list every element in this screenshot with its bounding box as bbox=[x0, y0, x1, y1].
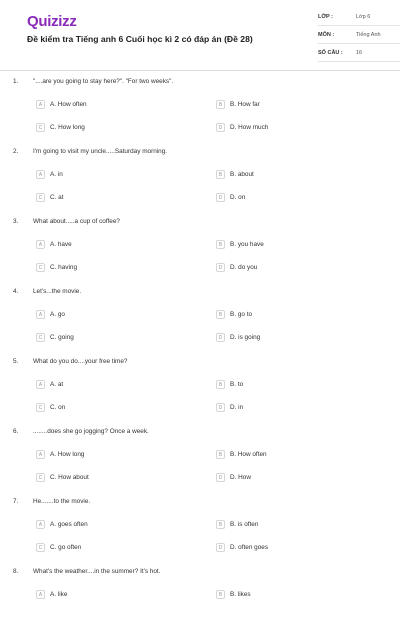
option-letter-box: B bbox=[216, 380, 225, 389]
question-number: 3. bbox=[13, 218, 19, 225]
option-text: C. go often bbox=[50, 544, 82, 551]
option-text: A. goes often bbox=[50, 521, 88, 528]
answer-option[interactable] bbox=[216, 122, 268, 133]
option-letter-box: B bbox=[216, 590, 225, 599]
option-text: A. How often bbox=[50, 101, 87, 108]
option-text: C. going bbox=[50, 334, 74, 341]
question-item bbox=[13, 498, 387, 568]
question-item bbox=[13, 358, 387, 428]
question-number: 5. bbox=[13, 358, 19, 365]
question-number: 6. bbox=[13, 428, 19, 435]
option-letter-box: A bbox=[36, 520, 45, 529]
question-list bbox=[13, 78, 387, 638]
option-letter-box: B bbox=[216, 100, 225, 109]
answer-option[interactable] bbox=[36, 262, 77, 273]
option-text: B. about bbox=[230, 171, 254, 178]
option-text: B. to bbox=[230, 381, 244, 388]
question-text: He.......to the movie. bbox=[33, 498, 91, 505]
answer-option[interactable] bbox=[216, 449, 267, 460]
option-letter-box: B bbox=[216, 170, 225, 179]
option-text: D. on bbox=[230, 194, 246, 201]
option-text: B. is often bbox=[230, 521, 259, 528]
option-text: C. having bbox=[50, 264, 77, 271]
question-text: What about.....a cup of coffee? bbox=[33, 218, 120, 225]
option-letter-box: D bbox=[216, 123, 225, 132]
worksheet-meta bbox=[318, 8, 400, 62]
option-text: A. go bbox=[50, 311, 65, 318]
option-text: B. likes bbox=[230, 591, 251, 598]
quizizz-logo: Quizizz bbox=[27, 13, 77, 30]
option-letter-box: D bbox=[216, 263, 225, 272]
question-text: ........does she go jogging? Once a week. bbox=[33, 428, 149, 435]
option-letter-box: B bbox=[216, 310, 225, 319]
answer-option[interactable] bbox=[216, 402, 243, 413]
worksheet-title: Đề kiểm tra Tiếng anh 6 Cuối học kì 2 có đáp án (Đề 28) bbox=[27, 34, 253, 44]
header-divider bbox=[0, 70, 400, 71]
option-text: B. you have bbox=[230, 241, 264, 248]
answer-option[interactable] bbox=[216, 262, 257, 273]
option-letter-box: A bbox=[36, 450, 45, 459]
answer-option[interactable] bbox=[36, 332, 74, 343]
meta-key: LỚP : bbox=[318, 13, 333, 20]
option-letter-box: A bbox=[36, 170, 45, 179]
question-number: 7. bbox=[13, 498, 19, 505]
option-text: C. at bbox=[50, 194, 64, 201]
answer-option[interactable] bbox=[216, 192, 245, 203]
answer-option[interactable] bbox=[36, 122, 85, 133]
answer-option[interactable] bbox=[36, 402, 65, 413]
meta-value: Tiếng Anh bbox=[356, 31, 381, 38]
question-number: 8. bbox=[13, 568, 19, 575]
meta-value: Lớp 6 bbox=[356, 13, 371, 20]
option-text: D. in bbox=[230, 404, 244, 411]
option-text: A. How long bbox=[50, 451, 85, 458]
answer-option[interactable] bbox=[36, 169, 63, 180]
question-text: What do you do....your free time? bbox=[33, 358, 128, 365]
option-text: D. is going bbox=[230, 334, 261, 341]
option-letter-box: C bbox=[36, 123, 45, 132]
question-item bbox=[13, 288, 387, 358]
option-letter-box: C bbox=[36, 403, 45, 412]
answer-option[interactable] bbox=[216, 379, 243, 390]
question-item bbox=[13, 428, 387, 498]
answer-option[interactable] bbox=[216, 309, 252, 320]
option-letter-box: C bbox=[36, 333, 45, 342]
option-text: C. How about bbox=[50, 474, 89, 481]
option-text: A. at bbox=[50, 381, 64, 388]
option-text: C. on bbox=[50, 404, 66, 411]
meta-row-class bbox=[318, 8, 400, 26]
option-letter-box: B bbox=[216, 520, 225, 529]
answer-option[interactable] bbox=[216, 99, 260, 110]
answer-option[interactable] bbox=[216, 542, 268, 553]
option-text: D. often goes bbox=[230, 544, 269, 551]
answer-option[interactable] bbox=[216, 169, 254, 180]
answer-option[interactable] bbox=[216, 589, 251, 600]
option-letter-box: A bbox=[36, 310, 45, 319]
question-number: 1. bbox=[13, 78, 19, 85]
option-text: A. like bbox=[50, 591, 68, 598]
answer-option[interactable] bbox=[36, 472, 89, 483]
answer-option[interactable] bbox=[36, 449, 84, 460]
answer-option[interactable] bbox=[216, 332, 260, 343]
answer-option[interactable] bbox=[36, 239, 72, 250]
option-letter-box: A bbox=[36, 380, 45, 389]
question-number: 2. bbox=[13, 148, 19, 155]
meta-row-subject bbox=[318, 26, 400, 44]
question-item bbox=[13, 148, 387, 218]
option-letter-box: D bbox=[216, 333, 225, 342]
answer-option[interactable] bbox=[216, 472, 251, 483]
meta-value: 16 bbox=[356, 49, 363, 56]
question-text: What's the weather....in the summer? It's hot. bbox=[33, 568, 161, 575]
meta-row-question-count bbox=[318, 44, 400, 62]
option-letter-box: A bbox=[36, 240, 45, 249]
option-letter-box: C bbox=[36, 473, 45, 482]
option-letter-box: C bbox=[36, 263, 45, 272]
option-text: B. How often bbox=[230, 451, 267, 458]
option-letter-box: B bbox=[216, 450, 225, 459]
question-text: I'm going to visit my uncle.....Saturday morning. bbox=[33, 148, 168, 155]
option-letter-box: C bbox=[36, 543, 45, 552]
meta-key: MÔN : bbox=[318, 31, 335, 38]
option-letter-box: D bbox=[216, 543, 225, 552]
option-text: C. How long bbox=[50, 124, 85, 131]
option-letter-box: A bbox=[36, 590, 45, 599]
answer-option[interactable] bbox=[36, 519, 88, 530]
option-text: A. in bbox=[50, 171, 63, 178]
answer-option[interactable] bbox=[216, 239, 264, 250]
answer-option[interactable] bbox=[36, 379, 63, 390]
option-letter-box: B bbox=[216, 240, 225, 249]
answer-option[interactable] bbox=[36, 309, 65, 320]
option-text: D. do you bbox=[230, 264, 258, 271]
option-text: A. have bbox=[50, 241, 72, 248]
option-text: D. How bbox=[230, 474, 251, 481]
answer-option[interactable] bbox=[36, 192, 64, 203]
question-item bbox=[13, 78, 387, 148]
option-letter-box: C bbox=[36, 193, 45, 202]
answer-option[interactable] bbox=[36, 589, 67, 600]
worksheet-header bbox=[13, 0, 387, 70]
question-item bbox=[13, 568, 387, 638]
meta-key: SỐ CÂU : bbox=[318, 49, 343, 56]
answer-option[interactable] bbox=[36, 542, 81, 553]
option-text: B. How far bbox=[230, 101, 260, 108]
answer-option[interactable] bbox=[216, 519, 258, 530]
option-letter-box: D bbox=[216, 473, 225, 482]
question-text: "....are you going to stay here?". "For two weeks". bbox=[33, 78, 174, 85]
question-item bbox=[13, 218, 387, 288]
option-letter-box: D bbox=[216, 193, 225, 202]
question-number: 4. bbox=[13, 288, 19, 295]
option-text: B. go to bbox=[230, 311, 253, 318]
option-letter-box: D bbox=[216, 403, 225, 412]
option-text: D. How much bbox=[230, 124, 269, 131]
question-text: Let's...the movie. bbox=[33, 288, 82, 295]
answer-option[interactable] bbox=[36, 99, 87, 110]
option-letter-box: A bbox=[36, 100, 45, 109]
